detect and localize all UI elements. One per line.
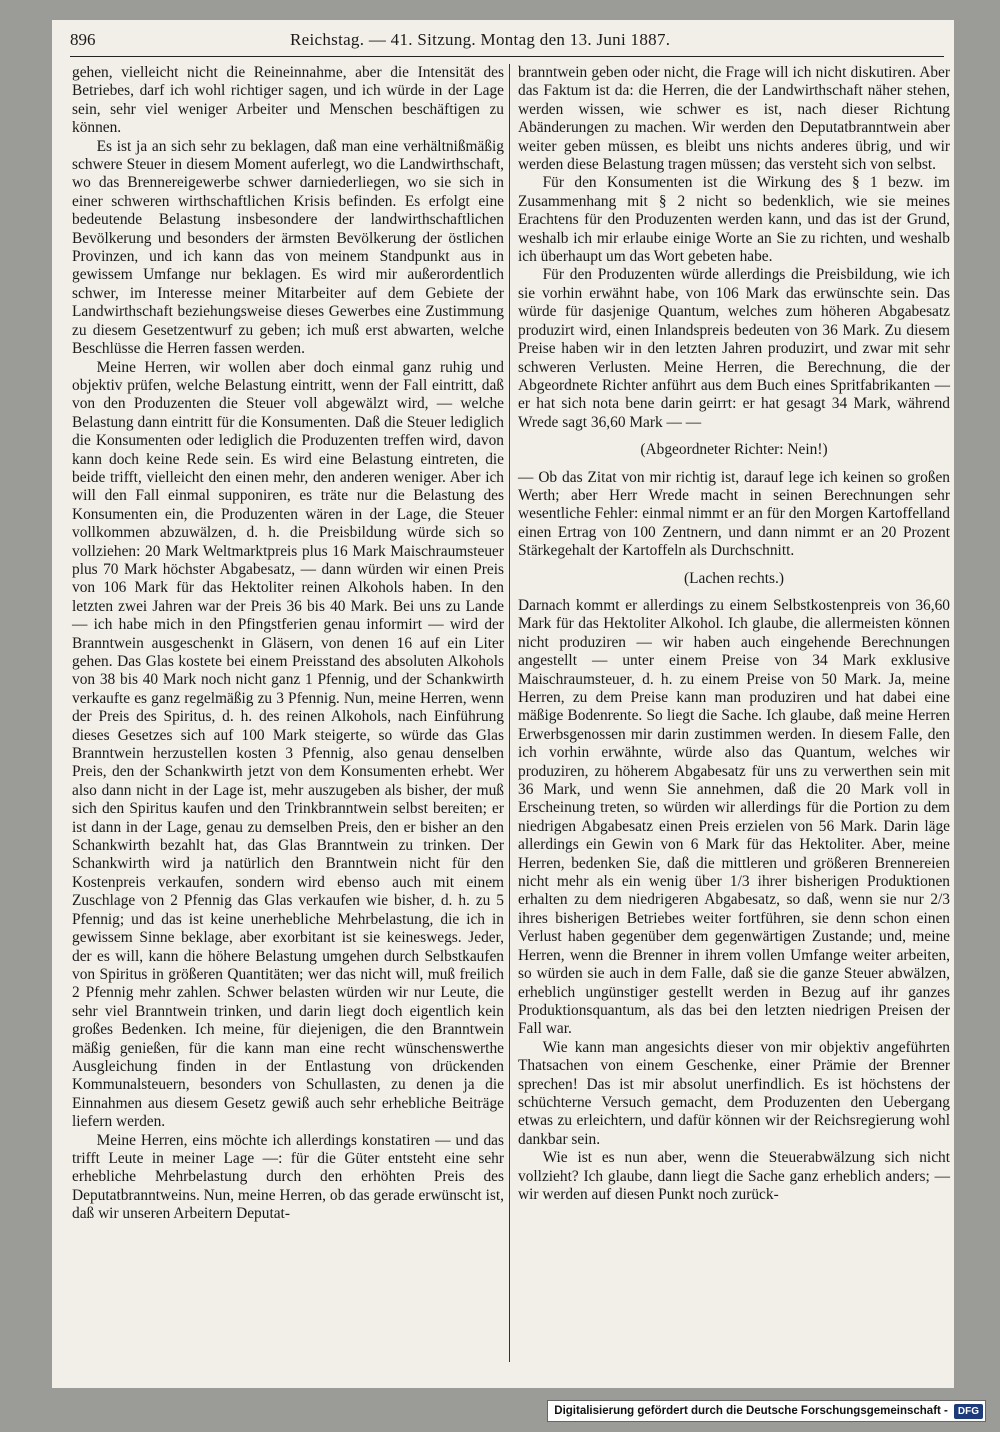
paragraph: Es ist ja an sich sehr zu beklagen, daß man eine verhältnißmäßig schwere Steuer in diesem Moment auferlegt, wo die Landwirthschaft, wo das Brennereigewerbe schwer darniederliegen, wo sie sich in einer schweren wirthschaftlichen Krisis befinden. Es erfolgt eine bedeutende Belastung insbesondere der landwirthschaftlichen Bevölkerung und besonders der ärmsten Bevölkerung der östlichen Provinzen, und ich kann das von meinem Standpunkt aus in gewissem Umfange nur beklagen. Es wird mir außerordentlich schwer, im Interesse meiner Mitarbeiter auf dem Gebiete der Landwirthschaft beziehungsweise dieses Gewerbes eine Zustimmung zu diesem Gesetzentwurf zu geben; ich muß erst abwarten, welche Beschlüsse die Herren fassen werden. bbox=[72, 137, 504, 358]
left-column bbox=[72, 64, 504, 1224]
paragraph: branntwein geben oder nicht, die Frage will ich nicht diskutiren. Aber das Faktum ist da: die Herren, die der Landwirthschaft näher stehen, werden wissen, wie schwer es ist, nach dieser Richtung Abänderungen zu machen. Wir werden den Deputatbranntwein aber weiter geben müssen, es bleibt uns nichts anderes übrig, und wir werden diese Belastung tragen müssen; das versteht sich von selbst. bbox=[518, 64, 950, 174]
page-number: 896 bbox=[70, 30, 96, 49]
paragraph: Für den Konsumenten ist die Wirkung des § 1 bezw. im Zusammenhang mit § 2 nicht so bedenklich, wie sie meines Erachtens für den Produzenten werden kann, und das ist der Grund, weshalb ich mir erlaube einige Worte an Sie zu richten, und weshalb ich überhaupt um das Wort gebeten habe. bbox=[518, 174, 950, 266]
paragraph: Wie kann man angesichts dieser von mir objektiv angeführten Thatsachen von einem Geschenke, einer Prämie der Brenner sprechen! Das ist mir absolut unerfindlich. Es ist höchstens der schüchterne Versuch gemacht, dem Produzenten den Uebergang etwas zu erleichtern, und dafür können wir der Reichsregierung wohl dankbar sein. bbox=[518, 1038, 950, 1148]
paragraph: gehen, vielleicht nicht die Reineinnahme, aber die Intensität des Betriebes, darf ich wohl richtiger sagen, und ich würde in der Lage sein, sehr viel weniger Arbeiter und Menschen beschäftigen zu können. bbox=[72, 64, 504, 137]
funding-note: Digitalisierung gefördert durch die Deutsche Forschungsgemeinschaft - bbox=[554, 1405, 948, 1417]
interjection: (Abgeordneter Richter: Nein!) bbox=[640, 441, 828, 459]
running-header bbox=[52, 26, 954, 54]
column-divider bbox=[509, 64, 510, 1362]
dfg-logo: DFG bbox=[954, 1404, 983, 1419]
paragraph: Wie ist es nun aber, wenn die Steuerabwälzung sich nicht vollzieht? Ich glaube, dann liegt die Sache ganz erheblich anders; — wir werden auf diesen Punkt noch zurück- bbox=[518, 1149, 950, 1203]
funding-footer bbox=[547, 1400, 986, 1422]
paragraph: Darnach kommt er allerdings zu einem Selbstkostenpreis von 36,60 Mark für das Hektoliter Alkohol. Ich glaube, die allermeisten können nicht produziren — wir haben auch eingehende Berechnungen angestellt — unter einem Preise von 34 Mark exklusive Maischraumsteuer, d. h. zu einem Preise von 50 Mark. Ja, meine Herren, zu dem Preise kann man produziren und hat dabei eine mäßige Bodenrente. So liegt die Sache. Ich glaube, daß meine Herren Erwerbsgenossen mir darin zustimmen werden. In diesem Falle, den ich vorhin erwähnte, würde also das Quantum, welches wir produziren, zu höherem Abgabesatz für uns zu verwerthen sein mit 36 Mark, und wenn Sie annehmen, daß die 20 Mark voll in Erscheinung treten, so würden wir allerdings für die Portion zu dem niedrigen Abgabesatz einen Preis erzielen von 56 Mark. Darin läge allerdings ein Gewin von 6 Mark für das Hektoliter. Aber, meine Herren, bedenken Sie, daß die mittleren und größeren Brennereien nicht mehr als ein wenig über 1/3 ihrer bisherigen Produktionen erhalten zu dem niedrigeren Abgabesatz, so daß, wenn sie nur 2/3 ihres bisherigen Betriebes weiter fortführen, sie denn schon einen Verlust haben gegenüber dem gegenwärtigen Zustande; und, meine Herren, wenn die Brenner in ihrem vollen Umfange weiter arbeiten, so würden sie auch in dem Falle, daß sie die ganze Steuer abwälzen, erheblich ungünstiger gestellt werden in Bezug auf ihr ganzes Produktionsquantum, als das bei den letzten niedrigen Preisen der Fall war. bbox=[518, 596, 950, 1038]
running-title: Reichstag. — 41. Sitzung. Montag den 13. Juni 1887. bbox=[290, 30, 671, 49]
interjection: (Lachen rechts.) bbox=[684, 569, 784, 587]
paragraph: Für den Produzenten würde allerdings die Preisbildung, wie ich sie vorhin erwähnt habe, von 106 Mark das erwünschte sein. Das würde für dasjenige Quantum, welches zum höheren Abgabesatz produzirt wird, einen Inlandspreis bedeuten von 36 Mark. Zu diesem Preise haben wir in den letzten Jahren produzirt, und zwar mit sehr schweren Verlusten. Meine Herren, die Berechnung, die der Abgeordnete Richter anführt aus dem Buch eines Spritfabrikanten — er hat sich nota bene darin geirrt: er hat gesagt 34 Mark, während Wrede sagt 36,60 Mark — — bbox=[518, 266, 950, 431]
document-page bbox=[52, 20, 954, 1388]
header-rule bbox=[70, 56, 944, 57]
paragraph: Meine Herren, wir wollen aber doch einmal ganz ruhig und objektiv prüfen, welche Belastung eintritt, wenn der Fall eintritt, daß von den Produzenten die Steuer voll abgewälzt wird, — welche Belastung dann eintritt für die Konsumenten. Daß die Steuer lediglich die Konsumenten oder lediglich die Produzenten treffen wird, davon kann doch keine Rede sein. Es wird eine Belastung eintreten, die beide trifft, vielleicht den einen mehr, den anderen weniger. Aber ich will den Fall einmal supponiren, es träte nur die Belastung des Konsumenten ein, die Produzenten wären in der Lage, die Steuer vollkommen abzuwälzen, d. h. die Preisbildung würde sich so vollziehen: 20 Mark Weltmarktpreis plus 16 Mark Maischraumsteuer plus 70 Mark höchster Abgabesatz, — dann würden wir einen Preis von 106 Mark für das Hektoliter reinen Alkohols haben. In den letzten zwei Jahren war der Preis 36 bis 40 Mark. Bei uns zu Lande — ich habe mich in den Pfingstferien genau informirt — wird der Branntwein ausgeschenkt in Gläsern, von denen 16 auf ein Liter gehen. Das Glas kostete bei einem Preisstand des absoluten Alkohols von 38 bis 40 Mark noch nicht ganz 1 Pfennig, und der Schankwirth verkaufte es ganz regelmäßig zu 3 Pfennig. Nun, meine Herren, wenn der Preis des Spiritus, d. h. des reinen Alkohols, nach Einführung dieses Gesetzes sich auf 100 Mark steigerte, so würde das Glas Branntwein herzustellen kosten 3 Pfennig, also genau denselben Preis, den der Schankwirth jetzt von dem Konsumenten erhebt. Wer also dann nicht in der Lage ist, mehr auszugeben als bisher, der muß sich den Spiritus kaufen und den Trinkbranntwein selbst bereiten; er ist dann in der Lage, genau zu demselben Preis, den er bisher an den Schankwirth bezahlt hat, das Glas Branntwein zu trinken. Der Schankwirth wird ja natürlich den Branntwein nicht für den Kostenpreis verkaufen, sondern wird ebenso auch mit einem Zuschlage von 2 Pfennig das Glas verkaufen wie bisher, d. h. zu 5 Pfennig; und das ist keine unerhebliche Mehrbelastung, die ich in gewissem Sinne beklage, aber exorbitant ist sie keineswegs. Jeder, der es will, kann die höhere Belastung umgehen durch Selbstkaufen von Spiritus in größeren Quantitäten; wer das nicht will, muß freilich 2 Pfennig mehr zahlen. Schwer belasten würden wir nur Leute, die sehr viel Branntwein trinken, und darin liegt doch eigentlich kein großes Bedenken. Ich meine, für diejenigen, die den Branntwein mäßig genießen, für die kann man eine recht wünschenswerthe Ausgleichung finden in der Entlastung von drückenden Kommunalsteuern, besonders von Schullasten, zu denen ja die Einnahmen aus diesem Gesetz gewiß auch sehr erhebliche Beiträge liefern werden. bbox=[72, 358, 504, 1131]
paragraph: Meine Herren, eins möchte ich allerdings konstatiren — und das trifft Leute in meiner Lage —: für die Güter entsteht eine sehr erhebliche Mehrbelastung durch den erhöhten Preis des Deputatbranntweins. Nun, meine Herren, ob das gerade erwünscht ist, daß wir unseren Arbeitern Deputat- bbox=[72, 1131, 504, 1223]
right-column bbox=[518, 64, 950, 1204]
paragraph: — Ob das Zitat von mir richtig ist, darauf lege ich keinen so großen Werth; aber Herr Wrede macht in seinen Berechnungen sehr wesentliche Fehler: einmal nimmt er an für den Morgen Kartoffelland einen Ertrag von 100 Zentnern, und dann nimmt er an 20 Prozent Stärkegehalt der Kartoffeln als Durchschnitt. bbox=[518, 468, 950, 560]
